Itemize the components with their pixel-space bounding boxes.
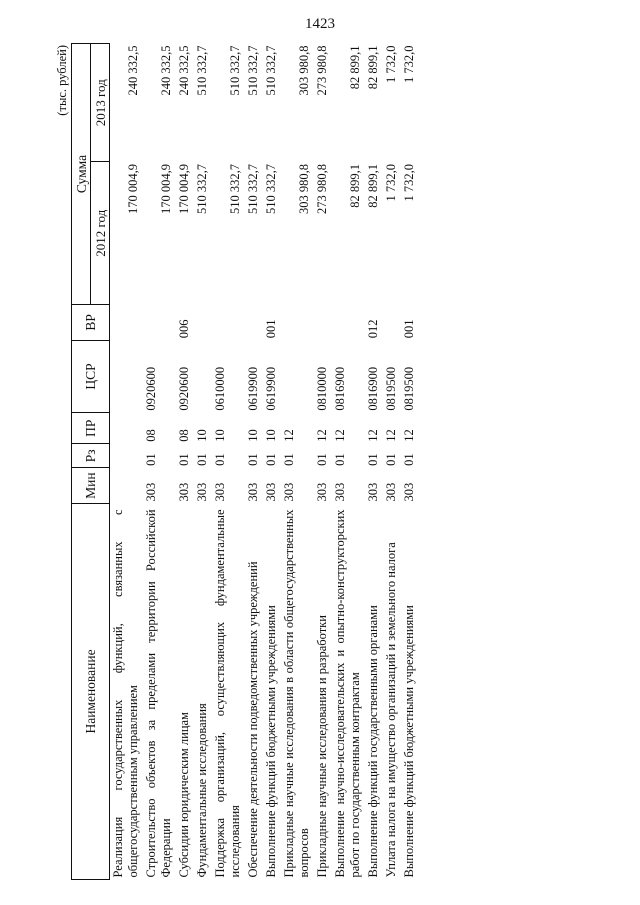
cell-pr: 12 bbox=[366, 429, 380, 442]
cell-min: 303 bbox=[213, 482, 227, 502]
cell-rz: 01 bbox=[144, 453, 158, 466]
cell-sum-2013: 240 332,5 bbox=[177, 45, 191, 96]
cell-pr: 12 bbox=[333, 429, 347, 442]
cell-sum-2012: 170 004,9 bbox=[177, 164, 191, 214]
cell-name: Строительство объектов за пределами территории Российской Федерации bbox=[144, 509, 173, 878]
cell-name: Уплата налога на имущество организаций и земельного налога bbox=[384, 542, 398, 878]
cell-sum-2013: 82 899,1 bbox=[366, 45, 380, 90]
cell-name: Обеспечение деятельности подведомственных учреждений bbox=[246, 561, 260, 878]
cell-sum-2012: 170 004,9 bbox=[126, 164, 140, 214]
cell-csr bbox=[110, 340, 144, 412]
cell-sum-2012: 1 732,0 bbox=[402, 164, 416, 202]
table-header bbox=[72, 44, 110, 880]
cell-rz: 01 bbox=[333, 453, 347, 466]
cell-pr: 08 bbox=[144, 429, 158, 442]
header-rz: Рз bbox=[72, 444, 110, 468]
header-min: Мин bbox=[72, 468, 110, 504]
table-row bbox=[245, 44, 263, 880]
table-row bbox=[332, 44, 365, 880]
cell-min: 303 bbox=[282, 482, 296, 502]
cell-pr: 10 bbox=[264, 429, 278, 442]
cell-name: Поддержка организаций, осуществляющих фундаментальные исследования bbox=[213, 509, 242, 878]
cell-sum-2013: 240 332,5 bbox=[159, 45, 173, 96]
cell-name: Субсидии юридическим лицам bbox=[177, 712, 191, 878]
cell-pr: 12 bbox=[315, 429, 329, 442]
cell-rz: 01 bbox=[195, 453, 209, 466]
units-note: (тыс. рублей) bbox=[55, 45, 69, 116]
cell-vr bbox=[383, 305, 401, 341]
table-row bbox=[263, 44, 281, 880]
table-row bbox=[194, 44, 212, 880]
cell-vr bbox=[245, 305, 263, 341]
cell-sum-2013: 1 732,0 bbox=[384, 45, 398, 83]
cell-min: 303 bbox=[177, 482, 191, 502]
table-row bbox=[281, 44, 314, 880]
cell-vr: 012 bbox=[366, 319, 380, 339]
cell-vr: 006 bbox=[177, 319, 191, 339]
cell-sum-2013: 510 332,7 bbox=[246, 45, 260, 96]
cell-name: Фундаментальные исследования bbox=[195, 703, 209, 878]
cell-vr bbox=[194, 305, 212, 341]
cell-vr: 001 bbox=[402, 319, 416, 339]
cell-csr bbox=[281, 340, 314, 412]
cell-rz: 01 bbox=[384, 453, 398, 466]
cell-rz: 01 bbox=[402, 453, 416, 466]
cell-pr: 12 bbox=[384, 429, 398, 442]
cell-csr: 0619900 bbox=[264, 366, 278, 411]
cell-sum-2012: 273 980,8 bbox=[315, 164, 329, 214]
page-number: 1423 bbox=[305, 16, 335, 32]
cell-sum-2012: 82 899,1 bbox=[348, 164, 362, 208]
header-year-2013: 2013 год bbox=[91, 44, 110, 163]
cell-pr: 10 bbox=[246, 429, 260, 442]
cell-sum-2012: 82 899,1 bbox=[366, 164, 380, 208]
cell-csr: 0920600 bbox=[144, 366, 158, 411]
cell-min bbox=[110, 468, 144, 504]
cell-vr bbox=[332, 305, 365, 341]
cell-min: 303 bbox=[315, 482, 329, 502]
cell-sum-2013: 273 980,8 bbox=[315, 45, 329, 96]
cell-pr: 10 bbox=[213, 429, 227, 442]
cell-sum-2012: 510 332,7 bbox=[246, 164, 260, 214]
cell-min: 303 bbox=[384, 482, 398, 502]
header-sum: Сумма bbox=[72, 44, 91, 305]
cell-min: 303 bbox=[402, 482, 416, 502]
table-row bbox=[143, 44, 176, 880]
cell-min: 303 bbox=[333, 482, 347, 502]
table-row bbox=[110, 44, 144, 880]
table-body bbox=[110, 44, 420, 880]
cell-rz: 01 bbox=[366, 453, 380, 466]
table-row bbox=[176, 44, 194, 880]
cell-vr bbox=[314, 305, 332, 341]
cell-sum-2013: 240 332,5 bbox=[126, 45, 140, 96]
cell-csr: 0610000 bbox=[213, 366, 227, 411]
cell-pr bbox=[110, 413, 144, 444]
cell-rz: 01 bbox=[246, 453, 260, 466]
cell-csr: 0819500 bbox=[384, 366, 398, 411]
header-vr: ВР bbox=[72, 305, 110, 341]
cell-vr: 001 bbox=[264, 319, 278, 339]
cell-vr bbox=[281, 305, 314, 341]
cell-name: Выполнение функций бюджетными учреждениями bbox=[264, 605, 278, 878]
cell-pr: 12 bbox=[402, 429, 416, 442]
cell-rz: 01 bbox=[264, 453, 278, 466]
cell-sum-2012: 510 332,7 bbox=[264, 164, 278, 214]
cell-min: 303 bbox=[264, 482, 278, 502]
cell-sum-2012: 170 004,9 bbox=[159, 164, 173, 214]
header-name: Наименование bbox=[72, 503, 110, 879]
cell-name: Прикладные научные исследования в области общегосударственных вопросов bbox=[282, 509, 311, 878]
budget-table bbox=[71, 43, 419, 880]
cell-sum-2012: 510 332,7 bbox=[228, 164, 242, 214]
table-row bbox=[383, 44, 401, 880]
cell-csr: 0810000 bbox=[315, 366, 329, 411]
cell-name: Выполнение функций бюджетными учреждениями bbox=[402, 605, 416, 878]
cell-sum-2012: 303 980,8 bbox=[297, 164, 311, 214]
cell-csr bbox=[194, 340, 212, 412]
cell-sum-2013: 1 732,0 bbox=[402, 45, 416, 83]
cell-rz bbox=[110, 444, 144, 468]
cell-pr: 12 bbox=[282, 429, 296, 442]
cell-min: 303 bbox=[246, 482, 260, 502]
cell-rz: 01 bbox=[177, 453, 191, 466]
cell-vr bbox=[110, 305, 144, 341]
cell-name: Выполнение функций государственными органами bbox=[366, 605, 380, 878]
cell-sum-2013: 510 332,7 bbox=[195, 45, 209, 96]
table-row bbox=[314, 44, 332, 880]
cell-csr: 0816900 bbox=[366, 366, 380, 411]
cell-sum-2012: 1 732,0 bbox=[384, 164, 398, 202]
cell-min: 303 bbox=[195, 482, 209, 502]
cell-vr bbox=[212, 305, 245, 341]
cell-sum-2013: 303 980,8 bbox=[297, 45, 311, 96]
cell-pr: 08 bbox=[177, 429, 191, 442]
header-pr: ПР bbox=[72, 413, 110, 444]
cell-rz: 01 bbox=[282, 453, 296, 466]
cell-rz: 01 bbox=[213, 453, 227, 466]
cell-min: 303 bbox=[144, 482, 158, 502]
header-csr: ЦСР bbox=[72, 340, 110, 412]
cell-name: Прикладные научные исследования и разработки bbox=[315, 615, 329, 878]
rotated-budget-table bbox=[55, 43, 419, 880]
cell-csr: 0816900 bbox=[333, 366, 347, 411]
cell-sum-2013: 510 332,7 bbox=[264, 45, 278, 96]
cell-sum-2013: 82 899,1 bbox=[348, 45, 362, 90]
cell-csr: 0819500 bbox=[402, 366, 416, 411]
table-row bbox=[212, 44, 245, 880]
cell-rz: 01 bbox=[315, 453, 329, 466]
cell-name: Реализация государственных функций, связанных с общегосударственным управлением bbox=[111, 509, 140, 878]
cell-sum-2013: 510 332,7 bbox=[228, 45, 242, 96]
table-row bbox=[365, 44, 383, 880]
cell-name: Выполнение научно-исследовательских и опытно-конструкторских работ по государственным контрактам bbox=[333, 509, 362, 878]
cell-sum-2012: 510 332,7 bbox=[195, 164, 209, 214]
cell-csr: 0920600 bbox=[177, 366, 191, 411]
header-year-2012: 2012 год bbox=[91, 162, 110, 305]
cell-csr: 0619900 bbox=[246, 366, 260, 411]
cell-vr bbox=[143, 305, 176, 341]
table-row bbox=[401, 44, 419, 880]
cell-min: 303 bbox=[366, 482, 380, 502]
cell-pr: 10 bbox=[195, 429, 209, 442]
